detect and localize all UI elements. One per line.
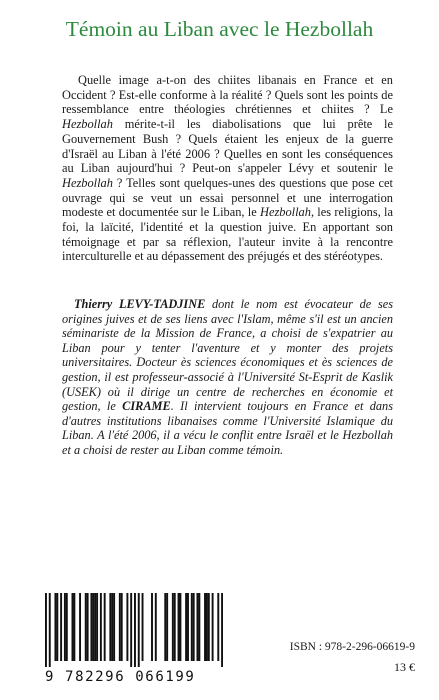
barcode-bar: [104, 593, 106, 661]
barcode-bar: [130, 593, 132, 667]
barcode-bar: [56, 593, 58, 661]
barcode-bar: [208, 593, 210, 661]
barcode-bar: [87, 593, 89, 661]
author-bio: [62, 297, 393, 458]
barcode-digits: 9 782296 066199: [45, 669, 196, 685]
barcode-bar: [172, 593, 174, 661]
barcode-bar: [138, 593, 140, 667]
barcode-bar: [111, 593, 113, 661]
summary-hezbollah-term: Hezbollah: [62, 117, 113, 132]
summary-hezbollah-term: Hezbollah: [260, 205, 311, 220]
barcode-bar: [217, 593, 219, 661]
barcode-bar: [96, 593, 98, 661]
barcode-bar: [166, 593, 168, 661]
barcode-bar: [191, 593, 193, 661]
barcode-bar: [79, 593, 81, 661]
research-center-name: CIRAME: [122, 399, 171, 414]
barcode-bar: [212, 593, 214, 661]
isbn: ISBN : 978-2-296-06619-9: [289, 641, 415, 653]
barcode-bar: [90, 593, 92, 661]
barcode-bar: [164, 593, 166, 661]
barcode-bar: [92, 593, 94, 661]
barcode-bar: [174, 593, 176, 661]
barcode-bars: [45, 593, 223, 667]
barcode-bar: [45, 593, 47, 667]
barcode-bar: [113, 593, 115, 661]
barcode-bar: [187, 593, 189, 661]
barcode-bar: [64, 593, 66, 661]
barcode-bar: [66, 593, 68, 661]
barcode-bar: [155, 593, 157, 661]
barcode-bar: [134, 593, 136, 667]
summary-text: mérite-t-il les diabolisations que lui prête le Gouvernement Bush ? Quels étaient les enjeux de la guerre d'Israël au Liban à l'été 2006 ? Quelles en sont les conséquences au Liban aujourd'hui ? Peut-on s'appeler Lévy et soutenir le: [62, 117, 393, 176]
barcode-bar: [196, 593, 198, 661]
summary-text: ? Telles sont quelques-unes des questions que pose cet ouvrage qui se veut un essai personnel et une interrogation modeste et documentée sur le Liban, le: [62, 175, 393, 220]
barcode-bar: [178, 593, 180, 661]
summary-text: Quelle image a-t-on des chiites libanais en France et en Occident ? Est-elle conforme à la réalité ? Quels sont les points de ressemblance entre théologies chrétiennes et chiites ? Le: [62, 73, 393, 117]
barcode-bar: [142, 593, 144, 661]
barcode-bar: [72, 593, 74, 661]
barcode-bar: [54, 593, 56, 661]
barcode-bar: [94, 593, 96, 661]
bio-text: . Il intervient toujours en France et dans d'autres institutions libanaises comme l'Université Islamique du Liban. A l'été 2006, il a vécu le conflit entre Israël et le Hezbollah et a choisi de rester au Liban comme témoin.: [62, 399, 393, 457]
summary-text: , les religions, la foi, la laïcité, l'identité et la question juive. En apportant son témoignage et par sa réflexion, l'auteur invite à la rencontre interculturelle et au dépassement des préjugés et des stéréotypes.: [62, 205, 393, 264]
barcode-bar: [60, 593, 62, 661]
summary-hezbollah-term: Hezbollah: [62, 175, 113, 190]
barcode-bar: [204, 593, 206, 661]
price: 13 €: [394, 660, 415, 674]
barcode-bar: [193, 593, 195, 661]
bio-text: dont le nom est évocateur de ses origines juives et de ses liens avec l'Islam, même s'il est un ancien séminariste de la Mission de France, a choisi de s'expatrier au Liban pour y tenter l'aventure et y monter des projets universitaires. Docteur ès sciences économiques et ès sciences de gestion, il est professeur-associé à l'Université St-Esprit de Kaslik (USEK) où il dirige un centre de recherches en économie et gestion, le: [62, 297, 393, 414]
author-name: Thierry LEVY-TADJINE: [74, 297, 206, 311]
barcode-bar: [126, 593, 128, 661]
barcode-bar: [206, 593, 208, 661]
barcode-bar: [121, 593, 123, 661]
barcode-bar: [85, 593, 87, 661]
barcode-bar: [109, 593, 111, 661]
barcode-bar: [49, 593, 51, 667]
barcode-bar: [100, 593, 102, 661]
book-title: Témoin au Liban avec le Hezbollah: [65, 17, 374, 41]
barcode-bar: [185, 593, 187, 661]
barcode-bar: [198, 593, 200, 661]
barcode: [45, 593, 223, 677]
summary-paragraph: [62, 73, 393, 264]
barcode-bar: [151, 593, 153, 661]
barcode-bar: [73, 593, 75, 661]
barcode-bar: [119, 593, 121, 661]
barcode-bar: [179, 593, 181, 661]
barcode-bar: [221, 593, 223, 667]
